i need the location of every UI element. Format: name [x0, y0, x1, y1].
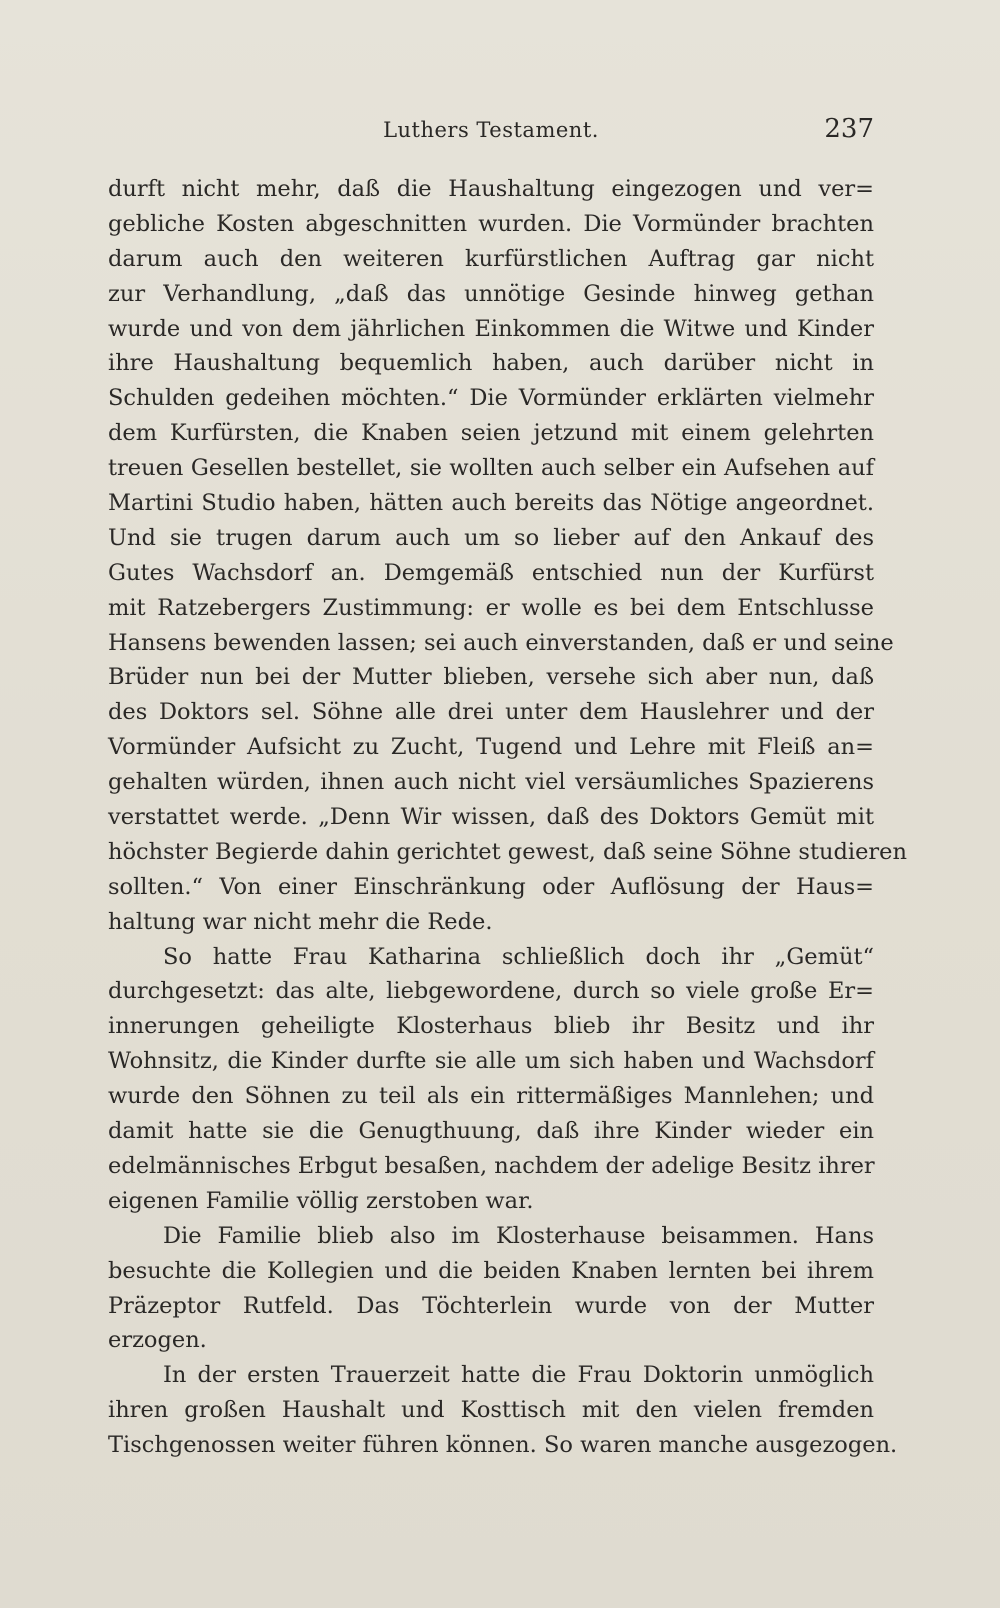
text-line: haltung war nicht mehr die Rede.	[108, 908, 493, 935]
text-line: wurde und von dem jährlichen Einkommen die Witwe und Kinder	[108, 315, 874, 342]
text-line: innerungen geheiligte Klosterhaus blieb ihr Besitz und ihr	[108, 1013, 874, 1040]
text-line: dem Kurfürsten, die Knaben seien jetzund mit einem gelehrten	[108, 420, 874, 447]
running-title: Luthers Testament.	[383, 118, 599, 142]
text-line: Hansens bewenden lassen; sei auch einverstanden, daß er und seine	[108, 629, 894, 656]
text-line: erzogen.	[108, 1327, 207, 1354]
text-line: darum auch den weiteren kurfürstlichen Auftrag gar nicht	[108, 245, 874, 272]
text-line: verstattet werde. „Denn Wir wissen, daß des Doktors Gemüt mit	[108, 804, 874, 831]
paragraph	[108, 1358, 898, 1463]
text-line: zur Verhandlung, „daß das unnötige Gesinde hinweg gethan	[108, 280, 874, 307]
text-line: sollten.“ Von einer Einschränkung oder Auflösung der Haus=	[108, 873, 874, 900]
text-line: durchgesetzt: das alte, liebgewordene, durch so viele große Er=	[108, 978, 874, 1005]
running-head	[108, 114, 874, 154]
text-line: Präzeptor Rutfeld. Das Töchterlein wurde von der Mutter	[108, 1292, 874, 1319]
text-line: Vormünder Aufsicht zu Zucht, Tugend und Lehre mit Fleiß an=	[108, 734, 874, 761]
text-line: Gutes Wachsdorf an. Demgemäß entschied nun der Kurfürst	[108, 559, 874, 586]
text-line: Tischgenossen weiter führen können. So waren manche ausgezogen.	[108, 1432, 898, 1459]
text-line: Wohnsitz, die Kinder durfte sie alle um sich haben und Wachsdorf	[108, 1048, 874, 1075]
text-line: Martini Studio haben, hätten auch bereits das Nötige angeordnet.	[108, 490, 874, 517]
page-number: 237	[824, 114, 874, 144]
text-line: eigenen Familie völlig zerstoben war.	[108, 1187, 534, 1214]
text-line: Und sie trugen darum auch um so lieber auf den Ankauf des	[108, 524, 874, 551]
text-line: durft nicht mehr, daß die Haushaltung eingezogen und ver=	[108, 176, 874, 202]
text-line: edelmännisches Erbgut besaßen, nachdem der adelige Besitz ihrer	[108, 1152, 875, 1179]
text-line: gebliche Kosten abgeschnitten wurden. Die Vormünder brachten	[108, 210, 874, 237]
body-text	[108, 172, 907, 1463]
text-line: wurde den Söhnen zu teil als ein rittermäßiges Mannlehen; und	[108, 1083, 874, 1110]
text-line: So hatte Frau Katharina schließlich doch ihr „Gemüt“	[163, 943, 874, 970]
text-line: damit hatte sie die Genugthuung, daß ihre Kinder wieder ein	[108, 1118, 874, 1145]
paragraph	[108, 940, 874, 1219]
paragraph	[108, 1219, 874, 1359]
text-line: ihre Haushaltung bequemlich haben, auch darüber nicht in	[108, 350, 874, 377]
text-line: besuchte die Kollegien und die beiden Knaben lernten bei ihrem	[108, 1257, 874, 1284]
text-line: des Doktors sel. Söhne alle drei unter dem Hauslehrer und der	[108, 699, 874, 726]
text-line: In der ersten Trauerzeit hatte die Frau Doktorin unmöglich	[163, 1362, 874, 1389]
text-line: gehalten würden, ihnen auch nicht viel versäumliches Spazierens	[108, 769, 874, 796]
paragraph	[108, 172, 907, 940]
text-line: treuen Gesellen bestellet, sie wollten auch selber ein Aufsehen auf	[108, 455, 874, 482]
text-line: ihren großen Haushalt und Kosttisch mit den vielen fremden	[108, 1397, 874, 1424]
text-line: Schulden gedeihen möchten.“ Die Vormünder erklärten vielmehr	[108, 385, 874, 412]
text-line: höchster Begierde dahin gerichtet gewest, daß seine Söhne studieren	[108, 838, 907, 865]
text-line: Brüder nun bei der Mutter blieben, versehe sich aber nun, daß	[108, 664, 874, 691]
text-line: mit Ratzebergers Zustimmung: er wolle es bei dem Entschlusse	[108, 594, 874, 621]
text-line: Die Familie blieb also im Klosterhause beisammen. Hans	[163, 1222, 874, 1249]
